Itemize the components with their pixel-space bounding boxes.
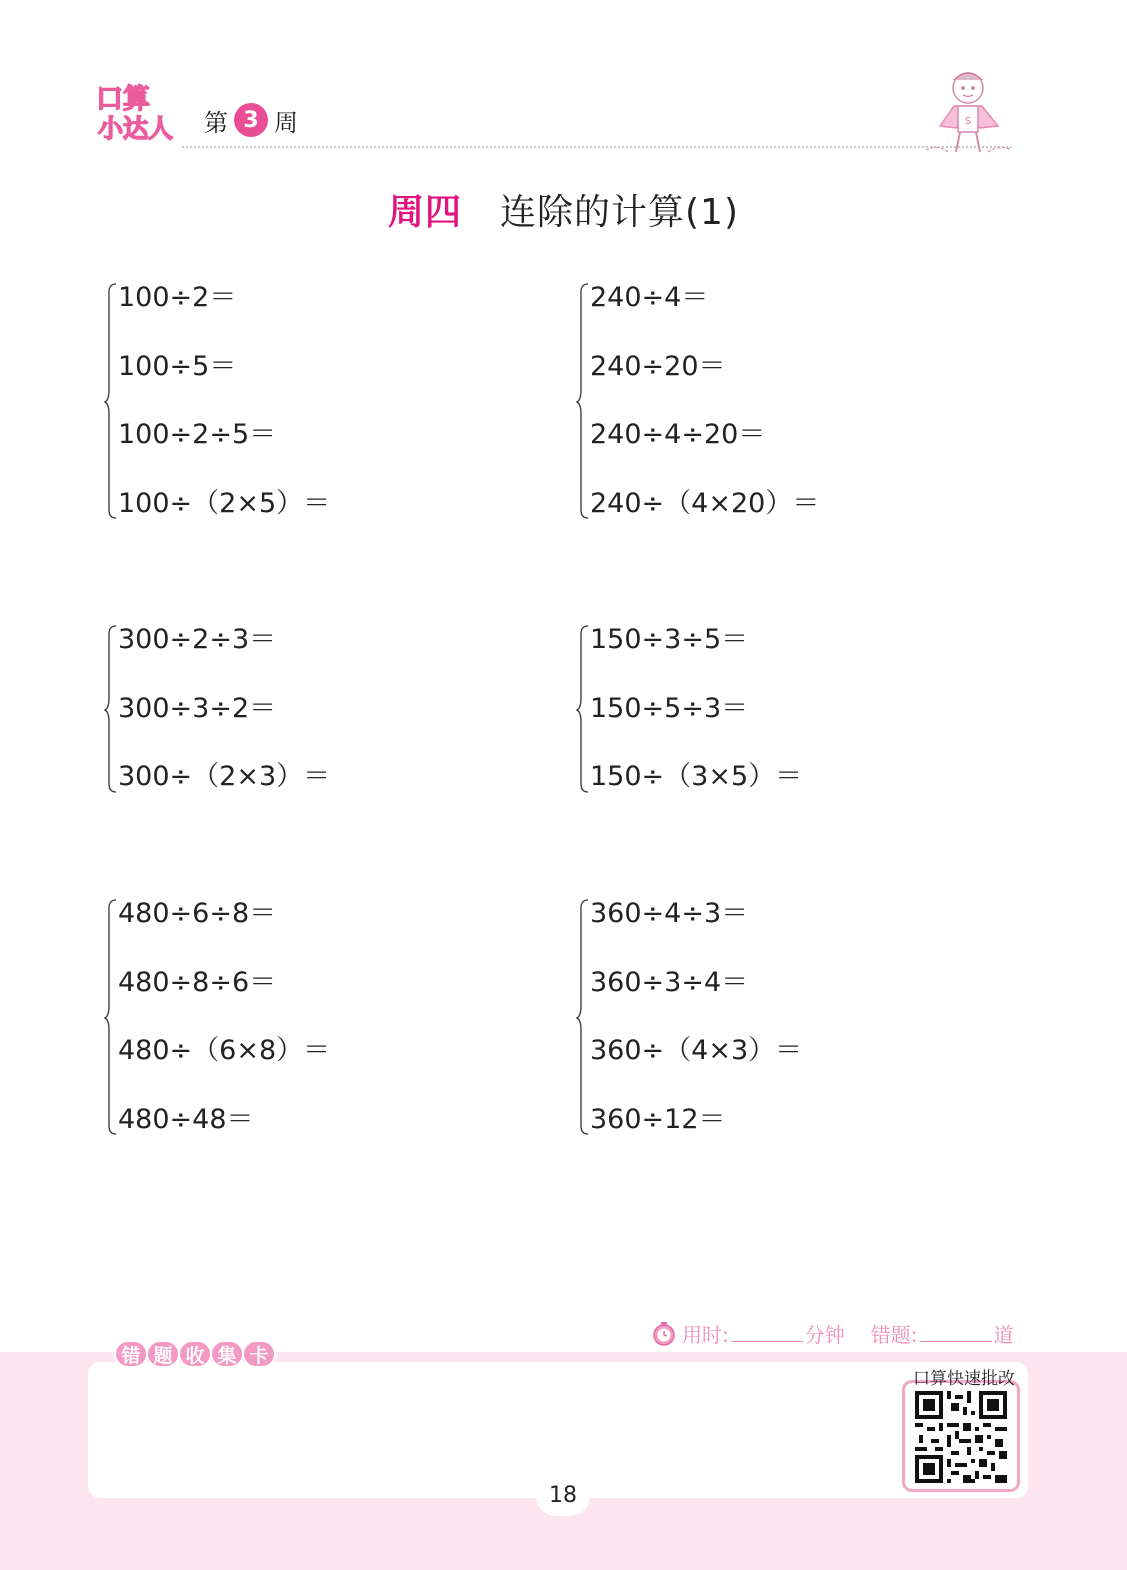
equation: 360÷3÷4＝ <box>590 966 749 998</box>
card-label-char: 题 <box>146 1340 180 1368</box>
equation: 360÷（4×3）＝ <box>590 1035 803 1066</box>
brace-icon <box>104 898 118 1138</box>
equation: 480÷48＝ <box>118 1103 254 1135</box>
logo-line1: 口算 <box>96 84 150 115</box>
card-label-char: 收 <box>178 1340 212 1368</box>
equation: 480÷6÷8＝ <box>118 898 277 929</box>
brace-icon <box>576 898 590 1138</box>
card-label-char: 集 <box>210 1340 244 1368</box>
time-label: 用时: <box>682 1322 729 1347</box>
qr-code-frame[interactable] <box>902 1380 1020 1492</box>
brace-icon <box>104 282 118 522</box>
week-suffix: 周 <box>274 108 298 137</box>
card-label-char: 错 <box>114 1340 148 1368</box>
errors-label: 错题: <box>870 1322 918 1347</box>
title-topic: 连除的计算(1) <box>500 192 739 233</box>
title-day: 周四 <box>387 192 462 233</box>
logo-line2: 小达人 <box>98 114 174 143</box>
stopwatch-icon <box>650 1319 678 1347</box>
brace-icon <box>104 624 118 796</box>
errors-field[interactable] <box>920 1324 992 1342</box>
equation: 150÷（3×5）＝ <box>590 761 803 792</box>
qr-caption: 口算快速批改 <box>913 1369 1015 1389</box>
equation: 240÷4＝ <box>590 282 709 313</box>
equation: 150÷3÷5＝ <box>590 624 749 655</box>
equation: 480÷8÷6＝ <box>118 966 277 998</box>
equation: 100÷2÷5＝ <box>118 419 277 450</box>
equation: 360÷4÷3＝ <box>590 898 749 929</box>
equation: 480÷（6×8）＝ <box>118 1035 331 1066</box>
equation: 240÷20＝ <box>590 350 726 382</box>
time-field[interactable] <box>731 1324 803 1342</box>
brace-icon <box>576 624 590 796</box>
equation: 360÷12＝ <box>590 1103 726 1135</box>
equation: 150÷5÷3＝ <box>590 692 749 724</box>
page-number: 18 <box>536 1476 590 1516</box>
brace-icon <box>576 282 590 522</box>
equation: 100÷2＝ <box>118 282 237 313</box>
equation: 240÷（4×20）＝ <box>590 487 820 519</box>
qr-code <box>915 1391 1007 1483</box>
week-number-badge: 3 <box>234 103 268 137</box>
week-indicator <box>204 102 298 138</box>
brand-logo <box>92 84 182 148</box>
card-label-char: 卡 <box>242 1340 276 1368</box>
header-divider <box>182 146 1012 148</box>
mascot-illustration <box>918 66 1018 162</box>
errors-unit: 道 <box>993 1322 1014 1347</box>
equation: 300÷2÷3＝ <box>118 624 277 655</box>
page-title <box>0 184 1127 234</box>
equation: 300÷3÷2＝ <box>118 692 277 724</box>
equation: 240÷4÷20＝ <box>590 419 766 450</box>
error-card-label <box>114 1340 274 1370</box>
equation: 100÷5＝ <box>118 350 237 382</box>
svg-text:s: s <box>964 113 972 127</box>
completion-stats <box>650 1318 1014 1348</box>
equation: 300÷（2×3）＝ <box>118 761 331 792</box>
time-unit: 分钟 <box>804 1322 845 1347</box>
week-prefix: 第 <box>204 108 228 137</box>
equation: 100÷（2×5）＝ <box>118 487 331 519</box>
